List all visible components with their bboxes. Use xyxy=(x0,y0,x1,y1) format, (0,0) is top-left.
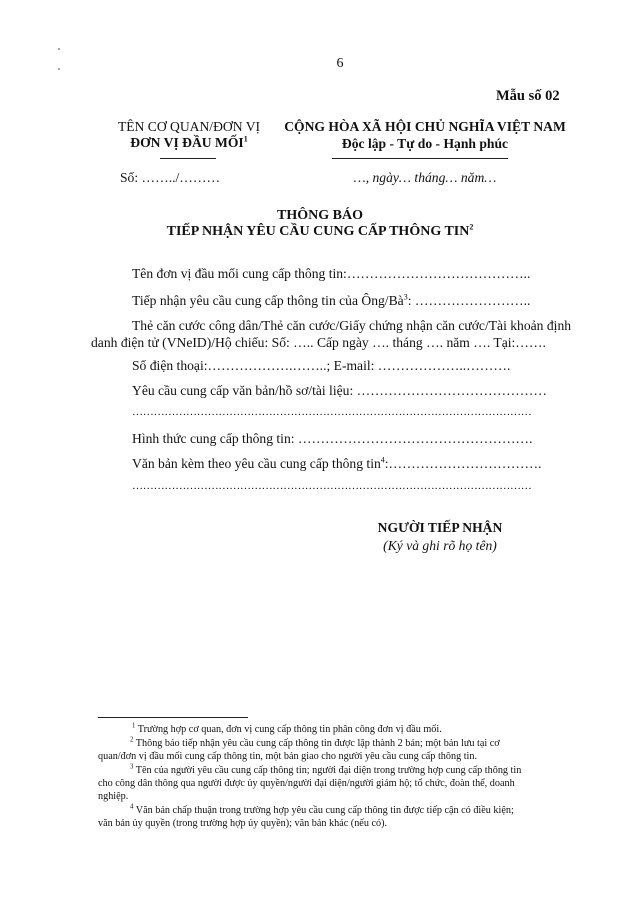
notice-subtitle xyxy=(60,224,580,240)
footnote-3-cont2: nghiệp. xyxy=(98,791,129,802)
footnote-1 xyxy=(132,724,442,736)
footnote-4-text-a: Văn bản chấp thuận trong trường hợp yêu cầu cung cấp thông tin được tiếp cận có điều kiện; xyxy=(135,805,514,816)
footnote-3-cont: cho công dân thông qua người được ủy quyền/người đại diện/người giám hộ; tổ chức, đoàn thể, doanh xyxy=(98,778,515,789)
footnote-2-cont: quan/đơn vị đầu mối cung cấp thông tin, một bản giao cho người yêu cầu cung cấp thông tin. xyxy=(98,751,478,762)
agency-underline xyxy=(160,158,216,159)
footnote-ref-1: 1 xyxy=(243,134,248,144)
focal-unit-field: Tên đơn vị đầu mối cung cấp thông tin:………………………………….. xyxy=(132,266,531,281)
document-number: Số: ……../……… xyxy=(120,170,221,185)
phone-email-field: Số điện thoại:……………….……..; E-mail: ………………..………. xyxy=(132,358,511,373)
method-field: Hình thức cung cấp thông tin: ……………………………………………. xyxy=(132,431,533,446)
footnote-3-text-a: Tên của người yêu cầu cung cấp thông tin; người đại diện trong trường hợp cung cấp thông tin xyxy=(135,765,522,776)
documents-field: Yêu cầu cung cấp văn bản/hồ sơ/tài liệu: …………………………………… xyxy=(132,383,547,398)
footnote-ref-4: 4 xyxy=(380,455,385,465)
footnote-4-cont: văn bản ủy quyền (trong trường hợp ủy quyền); văn bản khác (nếu có). xyxy=(98,818,388,829)
motto-underline xyxy=(332,158,508,159)
receipt-field xyxy=(132,293,530,309)
focal-unit-heading xyxy=(88,135,290,151)
attached-continuation: ………………………………………………………………………………………………… xyxy=(132,480,532,492)
id-field-line1: Thẻ căn cước công dân/Thẻ căn cước/Giấy chứng nhận căn cước/Tài khoản định xyxy=(132,318,572,333)
attached-label: Văn bản kèm theo yêu cầu cung cấp thông tin xyxy=(132,456,381,471)
footnote-4 xyxy=(130,805,514,817)
id-field-line2: danh điện tử (VNeID)/Hộ chiếu: Số: ….. Cấp ngày …. tháng …. năm …. Tại:……. xyxy=(91,335,546,350)
attached-field xyxy=(132,456,541,472)
national-title: CỘNG HÒA XÃ HỘI CHỦ NGHĨA VIỆT NAM xyxy=(284,119,566,134)
scan-speck xyxy=(58,68,60,70)
footnote-4-ref: 4 xyxy=(130,803,134,811)
receipt-blank: : …………………….. xyxy=(407,293,531,308)
receipt-label: Tiếp nhận yêu cầu cung cấp thông tin của Ông/Bà xyxy=(132,293,404,308)
national-motto: Độc lập - Tự do - Hạnh phúc xyxy=(341,136,509,151)
footnote-ref-3: 3 xyxy=(403,292,408,302)
date-line: …, ngày… tháng… năm… xyxy=(353,170,497,185)
footnote-1-text: Trường hợp cơ quan, đơn vị cung cấp thông tin phân công đơn vị đầu mối. xyxy=(137,724,442,735)
notice-title: THÔNG BÁO xyxy=(277,208,363,223)
page-number: 6 xyxy=(336,56,344,71)
footnote-2-ref: 2 xyxy=(130,736,134,744)
focal-unit-label: ĐƠN VỊ ĐẦU MỐI xyxy=(130,135,244,150)
receiver-sign-note: (Ký và ghi rõ họ tên) xyxy=(383,538,497,553)
footnote-separator xyxy=(98,717,248,718)
footnote-2-text-a: Thông báo tiếp nhận yêu cầu cung cấp thông tin được lập thành 2 bản; một bản lưu tại cơ xyxy=(135,738,500,749)
form-code: Mẫu số 02 xyxy=(496,88,560,104)
documents-continuation: ………………………………………………………………………………………………… xyxy=(132,406,532,418)
receiver-title: NGƯỜI TIẾP NHẬN xyxy=(377,520,503,535)
attached-blank: :……………………………. xyxy=(384,456,542,471)
scan-speck xyxy=(58,48,60,50)
footnote-1-ref: 1 xyxy=(132,722,136,730)
agency-name: TÊN CƠ QUAN/ĐƠN VỊ xyxy=(117,119,261,134)
footnote-3 xyxy=(130,765,521,777)
notice-subtitle-text: TIẾP NHẬN YÊU CẦU CUNG CẤP THÔNG TIN xyxy=(166,224,470,239)
footnote-ref-2: 2 xyxy=(469,222,474,232)
footnote-2 xyxy=(130,738,500,750)
footnote-3-ref: 3 xyxy=(130,763,134,771)
